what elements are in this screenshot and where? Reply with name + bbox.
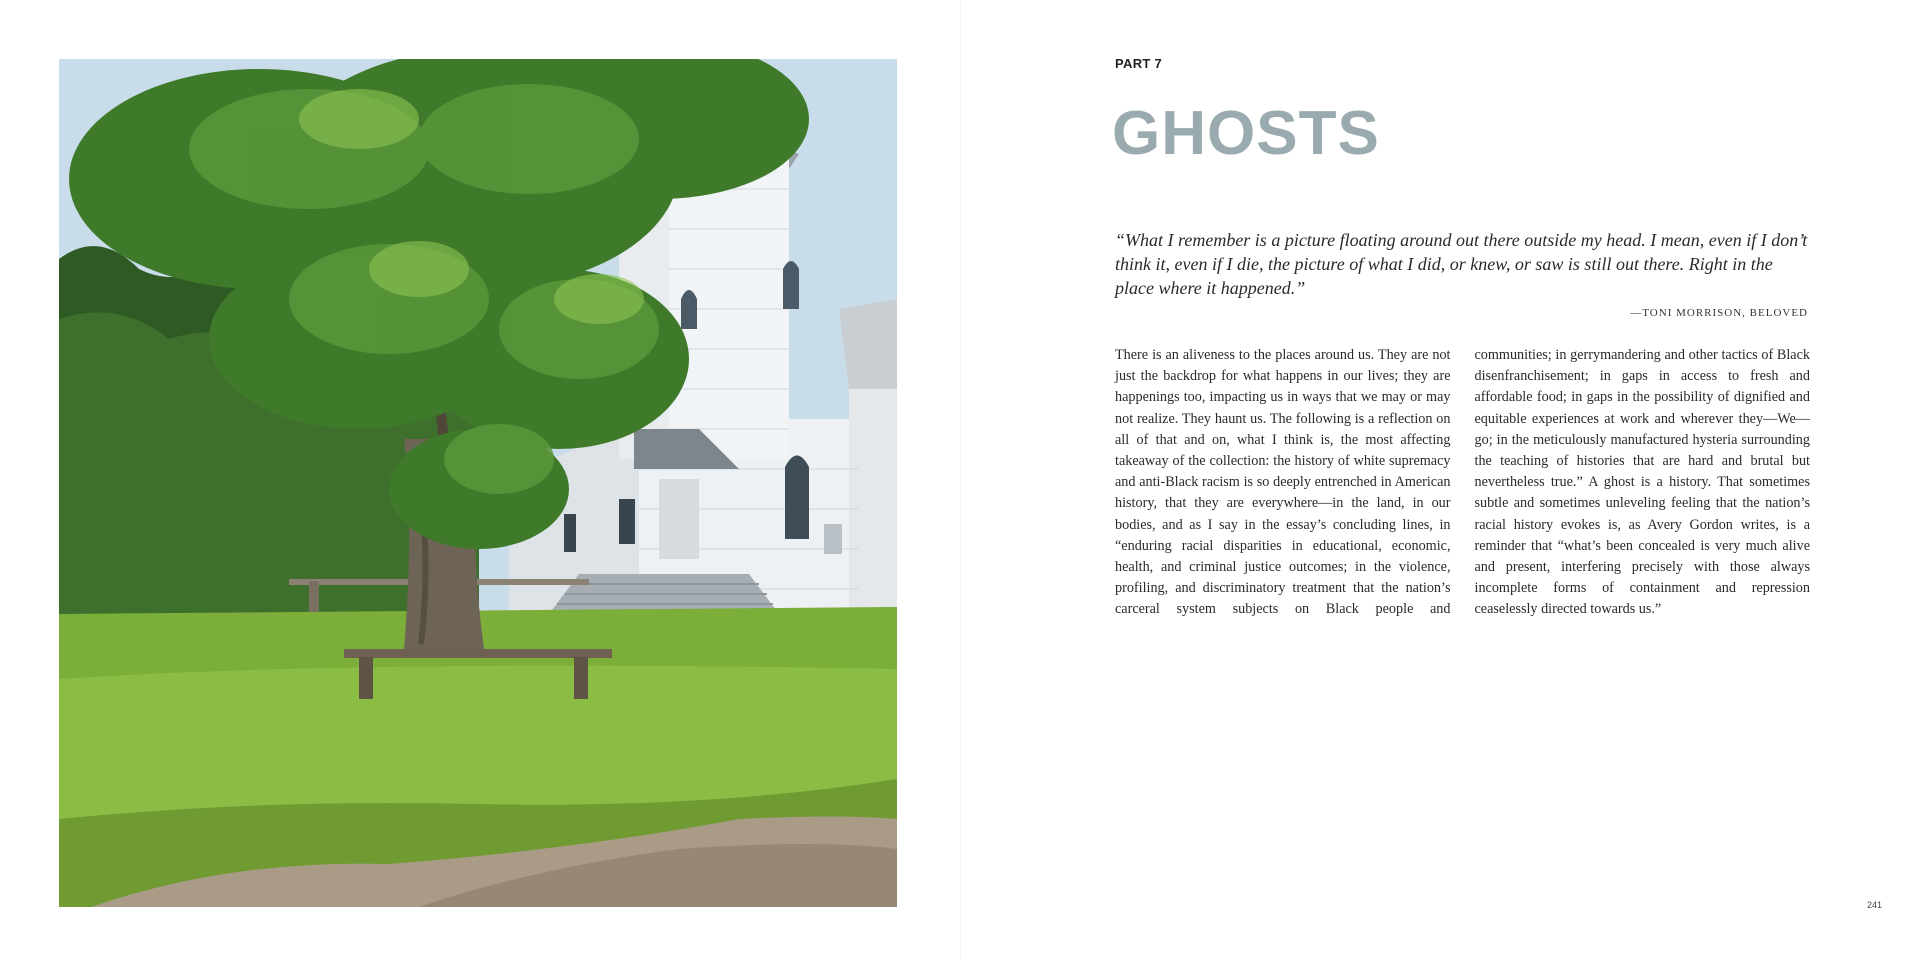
chapter-title: GHOSTS [1112, 99, 1380, 168]
part-label: PART 7 [1115, 56, 1163, 71]
gutter-divider [960, 0, 961, 960]
church-photograph [59, 59, 897, 907]
body-text [1115, 345, 1810, 621]
epigraph-attribution: —TONI MORRISON, BELOVED [1630, 307, 1808, 319]
body-paragraph: There is an aliveness to the places around us. They are not just the backdrop for what happens in our lives; they are happenings too, impacting us in ways that we may or may not realize. They haunt us. The following is a reflection on all of that and on, what I think is, the most affecting takeaway of the collection: the history of white supremacy and anti-Black racism is so deeply entrenched in American history, that they are everywhere—in the land, in our bodies, and as I say in the essay’s concluding lines, in “enduring racial disparities in educational, economic, health, and criminal justice outcomes; in the violence, profiling, and discriminatory treatment that the nation’s carceral system subjects on Black people and communities; in gerrymandering and other tactics of Black disenfranchisement; in gaps in access to fresh and affordable food; in gaps in the possibility of dignified and equitable experiences at work and wherever they—We—go; in the meticulously manufactured hysteria surrounding the teaching of histories that are hard and brutal but nevertheless true.” A ghost is a history. That sometimes subtle and sometimes unleveling feeling that the nation’s racial history evokes is, as Avery Gordon writes, is a reminder that “what’s been concealed is very much alive and present, interfering precisely with those always incomplete forms of containment and repression ceaselessly directed towards us.” [1115, 347, 1810, 618]
epigraph-quote: “What I remember is a picture floating around out there outside my head. I mean, even if I don’t think it, even if I die, the picture of what I did, or knew, or saw is still out there. Right in the place where it happened.” [1115, 230, 1808, 298]
page-number: 241 [1867, 900, 1883, 910]
